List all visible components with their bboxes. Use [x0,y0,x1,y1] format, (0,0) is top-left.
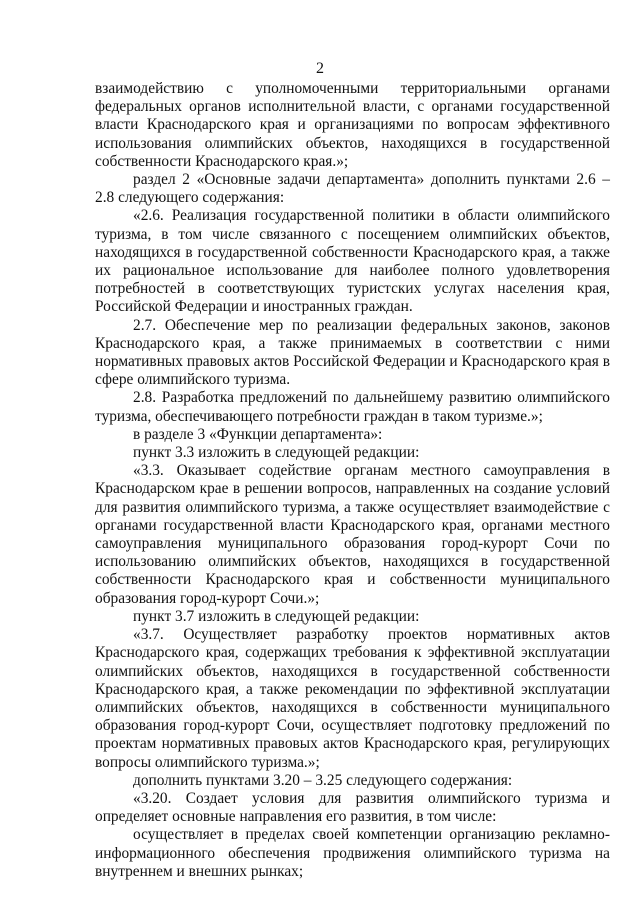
paragraph-section-3-intro: в разделе 3 «Функции департамента»: [133,425,383,443]
paragraph-items-3-20-3-25-intro: дополнить пунктами 3.20 – 3.25 следующего содержания: [133,771,513,789]
page-number: 2 [316,60,324,77]
paragraph-item-3-7: «3.7. Осуществляет разработку проектов нормативных актов Краснодарского края, содержащих требования к эффективной эксплуатации олимпийских объектов, находящихся в государственной собственности Краснодарского края, а также рекомендации по эффективной эксплуатации олимпийских объектов, находящихся в собственности муниципального образования город-курорт Сочи, осуществляет подготовку предложений по проектам нормативных правовых актов Краснодарского края, регулирующих вопросы олимпийского туризма.»; [95,626,610,771]
paragraph-item-3-7-intro: пункт 3.7 изложить в следующей редакции: [133,607,420,625]
paragraph-item-3-20-sub: осуществляет в пределах своей компетенции организацию рекламно-информационного обеспечения продвижения олимпийского туризма на внутреннем и внешних рынках; [95,826,610,880]
paragraph-item-2-7: 2.7. Обеспечение мер по реализации федеральных законов, законов Краснодарского края, а также принимаемых в соответствии с ними нормативных правовых актов Российской Федерации и Краснодарского края в сфере олимпийского туризма. [95,316,610,389]
paragraph-item-2-8: 2.8. Разработка предложений по дальнейшему развитию олимпийского туризма, обеспечивающего потребности граждан в таком туризме.»; [95,389,610,425]
document-body [95,80,610,881]
paragraph-item-2-6: «2.6. Реализация государственной политики в области олимпийского туризма, в том числе связанного с посещением олимпийских объектов, находящихся в государственной собственности Краснодарского края, а также их рациональное использование для наиболее полного удовлетворения потребностей в соответствующих туристских услугах населения края, Российской Федерации и иностранных граждан. [95,207,610,316]
paragraph-section-2-intro: раздел 2 «Основные задачи департамента» дополнить пунктами 2.6 – 2.8 следующего содержания: [95,171,610,207]
paragraph-item-3-3-intro: пункт 3.3 изложить в следующей редакции: [133,444,420,462]
paragraph-item-3-20: «3.20. Создает условия для развития олимпийского туризма и определяет основные направления его развития, в том числе: [95,789,610,826]
paragraph-item-3-3: «3.3. Оказывает содействие органам местного самоуправления в Краснодарском крае в решении вопросов, направленных на создание условий для развития олимпийского туризма, а также осуществляет взаимодействие с органами государственной власти Краснодарского края, органами местного самоуправления муниципального образования город-курорт Сочи по использованию олимпийских объектов, находящихся в государственной собственности Краснодарского края и собственности муниципального образования город-курорт Сочи.»; [95,462,610,607]
paragraph-continuation: взаимодействию с уполномоченными территориальными органами федеральных органов исполнительной власти, с органами государственной власти Краснодарского края и организациями по вопросам эффективного использования олимпийских объектов, находящихся в государственной собственности Краснодарского края.»; [95,80,610,170]
